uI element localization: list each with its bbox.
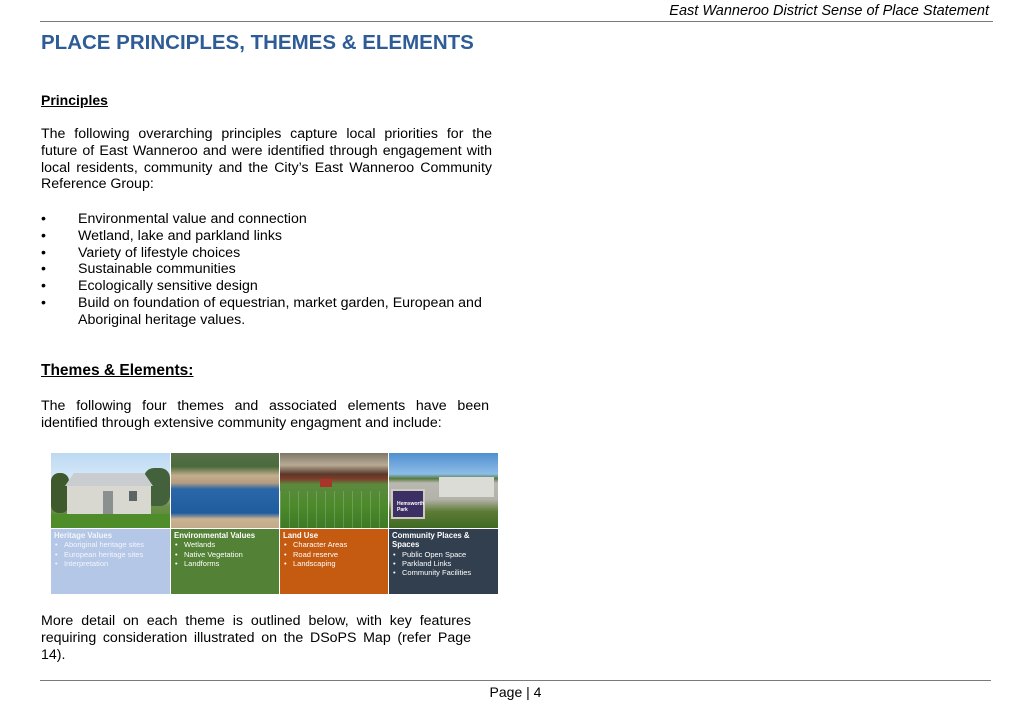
bullet-icon: • bbox=[41, 244, 46, 261]
theme-title: Environmental Values bbox=[174, 531, 256, 540]
themes-heading: Themes & Elements: bbox=[41, 362, 194, 379]
list-item: • Landforms bbox=[174, 559, 276, 568]
theme-heritage bbox=[51, 453, 170, 594]
theme-land-use bbox=[280, 453, 388, 594]
running-footer bbox=[40, 680, 991, 700]
theme-title: Heritage Values bbox=[54, 531, 113, 540]
principles-heading: Principles bbox=[41, 92, 108, 108]
theme-community bbox=[389, 453, 498, 594]
list-item: • Sustainable communities bbox=[41, 261, 236, 278]
wetland-photo bbox=[171, 453, 279, 529]
themes-outro: More detail on each theme is outlined below, with key features requiring consideration illustrated on the DSoPS Map (refer Page 14). bbox=[41, 613, 471, 663]
theme-title: Land Use bbox=[283, 531, 319, 540]
theme-title: Community Places & Spaces bbox=[392, 531, 470, 550]
theme-panel bbox=[389, 529, 498, 594]
market-garden-photo bbox=[280, 453, 388, 529]
theme-panel bbox=[171, 529, 279, 594]
principles-list bbox=[41, 211, 501, 329]
list-item: • Public Open Space bbox=[392, 550, 495, 559]
heritage-cottage-photo bbox=[51, 453, 170, 529]
list-item: • Wetlands bbox=[174, 540, 276, 549]
list-item: • Character Areas bbox=[283, 540, 385, 549]
list-item: • Road reserve bbox=[283, 550, 385, 559]
list-item: • Variety of lifestyle choices bbox=[41, 244, 241, 261]
list-item: • Interpretation bbox=[54, 559, 167, 568]
themes-intro: The following four themes and associated elements have been identified through extensive community engagment and include: bbox=[41, 398, 489, 431]
list-item: • Environmental value and connection bbox=[41, 211, 307, 227]
page-title: PLACE PRINCIPLES, THEMES & ELEMENTS bbox=[41, 31, 474, 54]
list-item: • Aboriginal heritage sites bbox=[54, 540, 167, 549]
themes-graphic bbox=[51, 453, 498, 594]
theme-panel bbox=[280, 529, 388, 594]
bullet-icon: • bbox=[41, 261, 46, 278]
bullet-icon: • bbox=[41, 227, 46, 244]
theme-environmental bbox=[171, 453, 279, 594]
list-item: • Ecologically sensitive design bbox=[41, 278, 258, 295]
list-item: • Native Vegetation bbox=[174, 550, 276, 559]
list-item: • Parkland Links bbox=[392, 559, 495, 568]
document-title: East Wanneroo District Sense of Place Statement bbox=[669, 3, 989, 19]
list-item: • Community Facilities bbox=[392, 568, 495, 577]
bullet-icon: • bbox=[41, 294, 46, 311]
theme-panel bbox=[51, 529, 170, 594]
list-item: • European heritage sites bbox=[54, 550, 167, 559]
list-item: • Build on foundation of equestrian, market garden, European and Aboriginal heritage values. bbox=[41, 294, 482, 328]
park-sign-text: Hemsworth Park bbox=[397, 501, 425, 513]
bullet-icon: • bbox=[41, 211, 46, 227]
bullet-icon: • bbox=[41, 278, 46, 295]
list-item: • Wetland, lake and parkland links bbox=[41, 227, 283, 244]
park-sign-photo bbox=[389, 453, 498, 529]
running-header bbox=[40, 0, 993, 22]
principles-intro: The following overarching principles capture local priorities for the future of East Wanneroo and were identified through engagement with local residents, community and the City’s East Wanneroo Community Reference Group: bbox=[41, 126, 492, 193]
page-number: Page | 4 bbox=[489, 684, 542, 700]
list-item: • Landscaping bbox=[283, 559, 385, 568]
